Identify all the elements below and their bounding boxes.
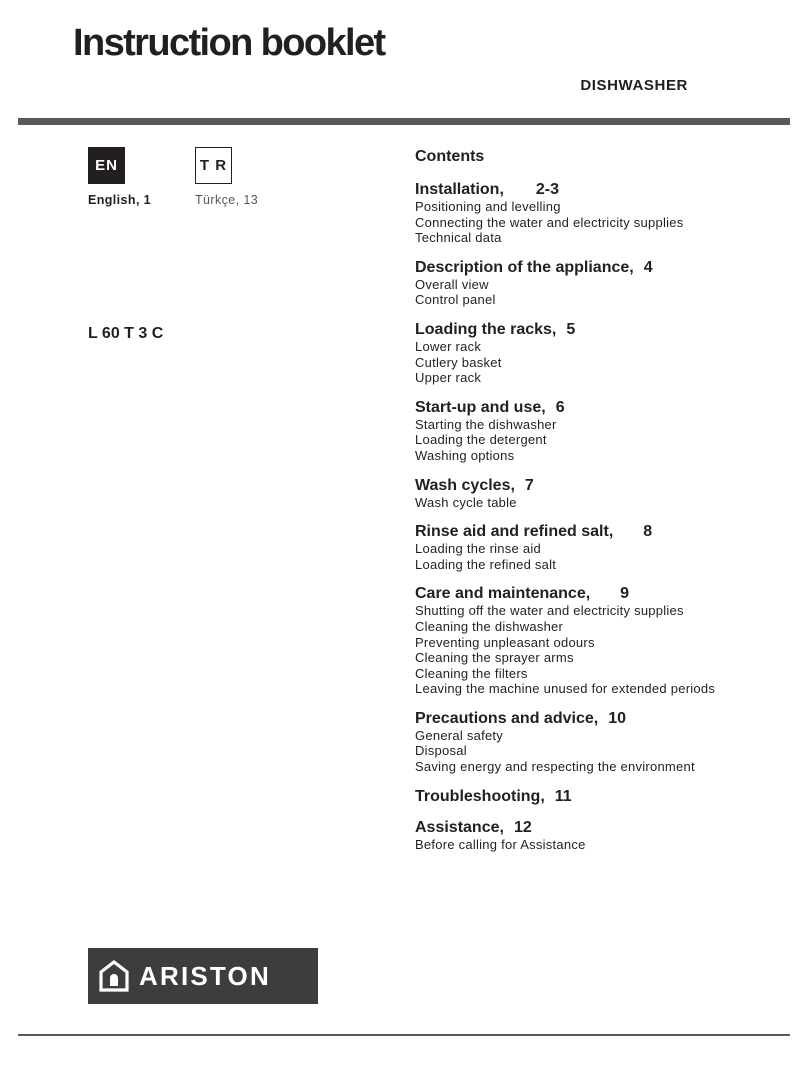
subsection-item: Cleaning the dishwasher [415, 618, 564, 634]
language-label-tr: Türkçe, 13 [195, 193, 259, 207]
subsection-item: Saving energy and respecting the environment [415, 759, 695, 775]
section-title-text: Rinse aid and refined salt, [415, 523, 614, 541]
subsection-item: Cutlery basket [415, 354, 502, 370]
section-title-text: Assistance, [415, 818, 504, 836]
contents-heading: Contents [415, 148, 485, 165]
subsection-item: Lower rack [415, 338, 482, 354]
brand-name: ARISTON [139, 960, 271, 991]
subsection-item: Loading the rinse aid [415, 541, 541, 557]
section-page-number: 8 [643, 523, 653, 541]
booklet-title: Instruction booklet [73, 22, 385, 64]
subsection-item: Disposal [415, 743, 467, 759]
house-logo-icon [99, 960, 129, 992]
section-page-number: 12 [513, 818, 532, 836]
section-title [415, 181, 795, 199]
contents-section[interactable] [415, 788, 795, 806]
subsection-item: Cleaning the filters [415, 665, 528, 681]
section-title [415, 819, 795, 837]
subsection-item: Leaving the machine unused for extended periods [415, 681, 716, 697]
language-label-en: English, 1 [88, 193, 152, 207]
section-title [415, 788, 795, 806]
section-page-number: 6 [555, 398, 565, 416]
section-title-text: Wash cycles, [415, 476, 515, 494]
contents-section[interactable] [415, 585, 795, 697]
contents-section[interactable] [415, 259, 795, 308]
section-page-number: 2-3 [535, 181, 560, 198]
contents-section[interactable] [415, 477, 795, 511]
contents-section[interactable] [415, 710, 795, 775]
section-page-number: 7 [524, 476, 534, 494]
section-title-text: Start-up and use, [415, 398, 546, 416]
subsection-item: Loading the refined salt [415, 556, 557, 572]
subsection-item: Preventing unpleasant odours [415, 634, 595, 650]
model-number: L 60 T 3 C [88, 325, 164, 342]
section-title [415, 477, 795, 495]
section-title-text: Troubleshooting, [415, 787, 545, 805]
contents-section[interactable] [415, 181, 795, 246]
contents-section[interactable] [415, 819, 795, 853]
language-code-en: EN [88, 147, 125, 184]
ariston-logo [88, 948, 318, 1004]
subsection-item: Starting the dishwasher [415, 416, 557, 432]
section-title-text: Care and maintenance, [415, 585, 591, 603]
section-title [415, 321, 795, 339]
contents-section[interactable] [415, 399, 795, 464]
section-title-text: Precautions and advice, [415, 709, 599, 727]
section-title [415, 523, 795, 541]
bottom-divider [18, 1034, 790, 1036]
subsection-item: Overall view [415, 276, 489, 292]
section-page-number: 10 [608, 709, 626, 727]
section-title-text: Description of the appliance, [415, 258, 634, 276]
subsection-item: Technical data [415, 230, 502, 246]
subsection-item: Control panel [415, 292, 496, 308]
section-title [415, 585, 795, 603]
subsection-item: Cleaning the sprayer arms [415, 650, 574, 666]
contents-sections [415, 181, 795, 852]
section-title [415, 259, 795, 277]
section-title-text: Loading the racks, [415, 320, 557, 338]
top-divider [18, 118, 790, 125]
language-code-tr: T R [195, 147, 232, 184]
language-turkish[interactable] [195, 147, 258, 207]
section-title-text: Installation, [415, 181, 504, 198]
subsection-item: Wash cycle table [415, 494, 517, 510]
section-page-number: 11 [554, 787, 572, 805]
subsection-item: Positioning and levelling [415, 199, 561, 214]
subsection-item: Before calling for Assistance [415, 836, 586, 852]
subsection-item: Shutting off the water and electricity supplies [415, 603, 684, 619]
section-page-number: 9 [620, 585, 630, 603]
language-english[interactable] [88, 147, 151, 207]
subsection-item: Washing options [415, 447, 515, 463]
section-title [415, 710, 795, 728]
section-page-number: 4 [643, 258, 653, 276]
product-type: DISHWASHER [580, 77, 688, 94]
contents-section[interactable] [415, 321, 795, 386]
section-title [415, 399, 795, 417]
table-of-contents [415, 148, 795, 865]
section-page-number: 5 [566, 320, 576, 338]
contents-section[interactable] [415, 523, 795, 572]
subsection-item: Connecting the water and electricity supplies [415, 214, 684, 230]
subsection-item: Upper rack [415, 370, 482, 386]
subsection-item: Loading the detergent [415, 432, 547, 448]
subsection-item: General safety [415, 727, 504, 743]
